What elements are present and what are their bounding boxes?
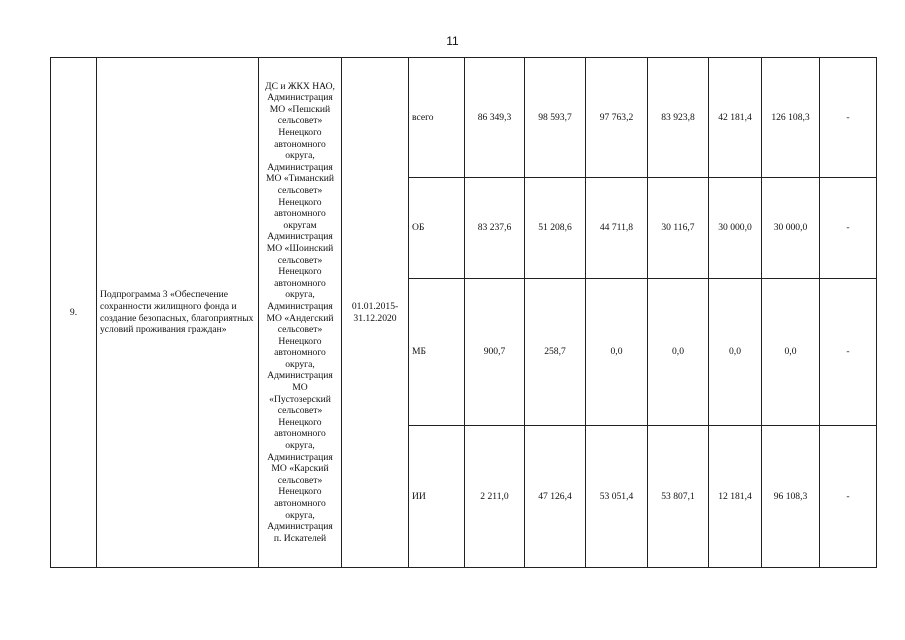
executor-line: сельсовет» [277, 115, 323, 127]
executor-line: Администрация [267, 370, 333, 382]
funding-value: 47 126,4 [525, 426, 586, 568]
executor-line: МО «Карский [271, 463, 329, 475]
executor-line: Ненецкого [278, 486, 322, 498]
funding-value: 98 593,7 [525, 58, 586, 178]
funding-source: МБ [409, 279, 465, 426]
executor-line: автономного [274, 277, 326, 289]
executor-line: ДС и ЖКХ НАО, [265, 80, 335, 92]
executor-line: сельсовет» [277, 474, 323, 486]
table-row [51, 58, 877, 178]
funding-value: 86 349,3 [465, 58, 525, 178]
executor-line: Администрация [267, 161, 333, 173]
executor-line: Администрация [267, 300, 333, 312]
executor-line: МО «Андегский [266, 312, 334, 324]
funding-value: 900,7 [465, 279, 525, 426]
executor-line: округа, [285, 440, 315, 452]
executor-line: округа, [285, 509, 315, 521]
executor-line: автономного [274, 498, 326, 509]
executor-line: Ненецкого [278, 127, 322, 138]
executor-line: МО [292, 382, 308, 394]
executor-line: Ненецкого [278, 416, 322, 428]
funding-value: 30 116,7 [648, 178, 709, 279]
program-name: Подпрограмма 3 «Обеспечение сохранности жилищного фонда и создание безопасных, благоприятных условий проживания граждан» [97, 58, 259, 568]
executor-line: Администрация [267, 521, 333, 533]
executor-line: автономного [274, 347, 326, 359]
executor-line: сельсовет» [277, 254, 323, 266]
funding-value: 83 237,6 [465, 178, 525, 279]
executor-line: автономного [274, 138, 326, 150]
funding-value: 83 923,8 [648, 58, 709, 178]
executors-cell [259, 58, 342, 568]
period-cell: 01.01.2015-31.12.2020 [342, 58, 409, 568]
funding-value: 12 181,4 [709, 426, 762, 568]
funding-tail: - [820, 279, 877, 426]
funding-value: 0,0 [586, 279, 648, 426]
executor-line: МО «Шоинский [266, 242, 334, 254]
executor-line: округа, [285, 358, 315, 370]
executor-line: Ненецкого [278, 266, 322, 278]
executor-line: Ненецкого [278, 335, 322, 347]
row-number: 9. [51, 58, 97, 568]
funding-value: 53 807,1 [648, 426, 709, 568]
page-number: 11 [446, 34, 459, 48]
executor-line: Администрация [267, 451, 333, 463]
funding-value: 258,7 [525, 279, 586, 426]
funding-source: ИИ [409, 426, 465, 568]
executor-line: сельсовет» [277, 405, 323, 417]
funding-value: 97 763,2 [586, 58, 648, 178]
executor-line: автономного [274, 428, 326, 440]
executor-line: «Пустозерский [269, 393, 331, 405]
executor-line: МО «Тиманский [266, 173, 334, 185]
funding-value: 53 051,4 [586, 426, 648, 568]
funding-value: 44 711,8 [586, 178, 648, 279]
funding-tail: - [820, 178, 877, 279]
executor-line: автономного [274, 208, 326, 220]
funding-value: 30 000,0 [709, 178, 762, 279]
funding-value: 51 208,6 [525, 178, 586, 279]
executor-line: Ненецкого [278, 196, 322, 208]
funding-source: всего [409, 58, 465, 178]
funding-value: 96 108,3 [762, 426, 820, 568]
funding-tail: - [820, 426, 877, 568]
executor-line: округа, [285, 289, 315, 301]
executor-line: сельсовет» [277, 184, 323, 196]
funding-value: 0,0 [762, 279, 820, 426]
executor-line: МО «Пешский [269, 103, 331, 115]
funding-value: 126 108,3 [762, 58, 820, 178]
financing-table [50, 57, 877, 568]
executor-line: п. Искателей [273, 532, 327, 544]
funding-value: 30 000,0 [762, 178, 820, 279]
funding-value: 0,0 [709, 279, 762, 426]
funding-value: 42 181,4 [709, 58, 762, 178]
funding-value: 0,0 [648, 279, 709, 426]
executor-line: Администрация [267, 92, 333, 104]
funding-tail: - [820, 58, 877, 178]
executor-line: округам [283, 219, 317, 231]
executor-line: Администрация [267, 231, 333, 243]
funding-source: ОБ [409, 178, 465, 279]
executor-line: сельсовет» [277, 324, 323, 336]
funding-value: 2 211,0 [465, 426, 525, 568]
executor-line: округа, [285, 150, 315, 162]
